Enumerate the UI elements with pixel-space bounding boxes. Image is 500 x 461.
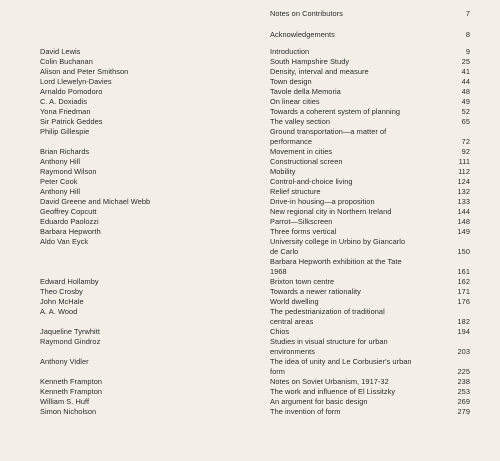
toc-page: 9 bbox=[465, 47, 470, 56]
toc-title: Introduction bbox=[270, 47, 310, 56]
toc-author: Anthony Hill bbox=[40, 187, 81, 196]
toc-title: Movement in cities bbox=[270, 147, 333, 156]
toc-author: Jaqueline Tyrwhitt bbox=[40, 327, 100, 336]
toc-page: 92 bbox=[461, 147, 470, 156]
toc-page: 112 bbox=[458, 167, 470, 176]
toc-title: Ground transportation—a matter of bbox=[270, 127, 387, 136]
toc-title: Tavole della Memoria bbox=[270, 87, 341, 96]
toc-page: 49 bbox=[461, 97, 470, 106]
toc-author: Anthony Vidler bbox=[40, 357, 89, 366]
toc-page: 269 bbox=[457, 397, 470, 406]
toc-author: Theo Crosby bbox=[40, 287, 83, 296]
toc-author: Geoffrey Copcutt bbox=[40, 207, 97, 216]
toc-author: John McHale bbox=[40, 297, 84, 306]
toc-author: Anthony Hill bbox=[40, 157, 81, 166]
toc-page: 44 bbox=[461, 77, 470, 86]
toc-page: 148 bbox=[457, 217, 470, 226]
toc-page: 194 bbox=[457, 327, 470, 336]
toc-page: 150 bbox=[457, 247, 470, 256]
toc-title: South Hampshire Study bbox=[270, 57, 350, 66]
toc-title: Three forms vertical bbox=[270, 227, 337, 236]
toc-page: 203 bbox=[457, 347, 470, 356]
toc-page: 124 bbox=[457, 177, 470, 186]
toc-title: Barbara Hepworth exhibition at the Tate bbox=[270, 257, 402, 266]
toc-author: A. A. Wood bbox=[40, 307, 78, 316]
toc-title: New regional city in Northern Ireland bbox=[270, 207, 392, 216]
toc-title: form bbox=[270, 367, 285, 376]
toc-page: 7 bbox=[465, 9, 470, 18]
toc-title: Studies in visual structure for urban bbox=[270, 337, 388, 346]
toc-page: 72 bbox=[461, 137, 470, 146]
toc-author: Philip Gillespie bbox=[40, 127, 90, 136]
toc-title: The work and influence of El Lissitzky bbox=[270, 387, 396, 396]
toc-page: 171 bbox=[457, 287, 470, 296]
toc-title: Town design bbox=[270, 77, 312, 86]
toc-page: 65 bbox=[461, 117, 470, 126]
toc-author: Raymond Wilson bbox=[40, 167, 97, 176]
toc-title: The pedestrianization of traditional bbox=[270, 307, 385, 316]
toc-author: Simon Nicholson bbox=[40, 407, 97, 416]
toc-author: Arnaldo Pomodoro bbox=[40, 87, 103, 96]
toc-page: 144 bbox=[457, 207, 470, 216]
toc-page: 162 bbox=[457, 277, 470, 286]
toc-title: Drive-in housing—a proposition bbox=[270, 197, 375, 206]
toc-title: 1968 bbox=[270, 267, 287, 276]
toc-author: Brian Richards bbox=[40, 147, 90, 156]
toc-title: central areas bbox=[270, 317, 314, 326]
toc-author: Colin Buchanan bbox=[40, 57, 93, 66]
toc-title: Acknowledgements bbox=[270, 30, 335, 39]
toc-page: 182 bbox=[457, 317, 470, 326]
toc-page: 149 bbox=[457, 227, 470, 236]
toc-author: C. A. Doxiadis bbox=[40, 97, 88, 106]
toc-page: 8 bbox=[465, 30, 470, 39]
toc-page: 279 bbox=[457, 407, 470, 416]
toc-author: Barbara Hepworth bbox=[40, 227, 101, 236]
toc-author: Peter Cook bbox=[40, 177, 78, 186]
toc-title: Constructional screen bbox=[270, 157, 343, 166]
toc-page: 133 bbox=[457, 197, 470, 206]
toc-page: 225 bbox=[457, 367, 470, 376]
toc-title: Chios bbox=[270, 327, 290, 336]
toc-page: 176 bbox=[457, 297, 470, 306]
toc-author: Aldo Van Eyck bbox=[40, 237, 89, 246]
toc-author: Sir Patrick Geddes bbox=[40, 117, 103, 126]
toc-title: An argument for basic design bbox=[270, 397, 368, 406]
toc-author: Kenneth Frampton bbox=[40, 387, 103, 396]
toc-title: The idea of unity and Le Corbusier's urban bbox=[270, 357, 412, 366]
toc-title: Control-and-choice living bbox=[270, 177, 353, 186]
toc-author: David Lewis bbox=[40, 47, 81, 56]
toc-title: Towards a coherent system of planning bbox=[270, 107, 401, 116]
toc-page: 48 bbox=[461, 87, 470, 96]
toc-title: Towards a newer rationality bbox=[270, 287, 361, 296]
toc-author: William S. Huff bbox=[40, 397, 90, 406]
toc-page: 132 bbox=[457, 187, 470, 196]
toc-page: 52 bbox=[461, 107, 470, 116]
toc-author: Kenneth Frampton bbox=[40, 377, 103, 386]
toc-title: de Carlo bbox=[270, 247, 299, 256]
toc-title: The invention of form bbox=[270, 407, 341, 416]
toc-author: Edward Hollamby bbox=[40, 277, 99, 286]
toc-page: 253 bbox=[457, 387, 470, 396]
toc-title: Notes on Soviet Urbanism, 1917-32 bbox=[270, 377, 389, 386]
toc-title: Density, interval and measure bbox=[270, 67, 369, 76]
toc-page: 111 bbox=[458, 157, 470, 166]
toc-author: Lord Llewelyn-Davies bbox=[40, 77, 112, 86]
toc-author: Yona Friedman bbox=[40, 107, 91, 116]
toc-title: The valley section bbox=[270, 117, 331, 126]
toc-title: environments bbox=[270, 347, 315, 356]
toc-title: Relief structure bbox=[270, 187, 321, 196]
toc-page: 41 bbox=[461, 67, 470, 76]
toc-author: David Greene and Michael Webb bbox=[40, 197, 151, 206]
toc-author: Raymond Gindroz bbox=[40, 337, 101, 346]
toc-title: Notes on Contributors bbox=[270, 9, 343, 18]
toc-title: Parrot—Silkscreen bbox=[270, 217, 333, 226]
toc-title: Brixton town centre bbox=[270, 277, 335, 286]
toc-title: World dwelling bbox=[270, 297, 319, 306]
toc-page: 161 bbox=[457, 267, 470, 276]
toc-title: performance bbox=[270, 137, 313, 146]
toc-author: Eduardo Paolozzi bbox=[40, 217, 99, 226]
toc-page: 25 bbox=[461, 57, 470, 66]
toc-title: On linear cities bbox=[270, 97, 320, 106]
toc-title: Mobility bbox=[270, 167, 296, 176]
toc-author: Alison and Peter Smithson bbox=[40, 67, 129, 76]
toc-title: University college in Urbino by Giancarlo bbox=[270, 237, 406, 246]
toc-page: 238 bbox=[457, 377, 470, 386]
